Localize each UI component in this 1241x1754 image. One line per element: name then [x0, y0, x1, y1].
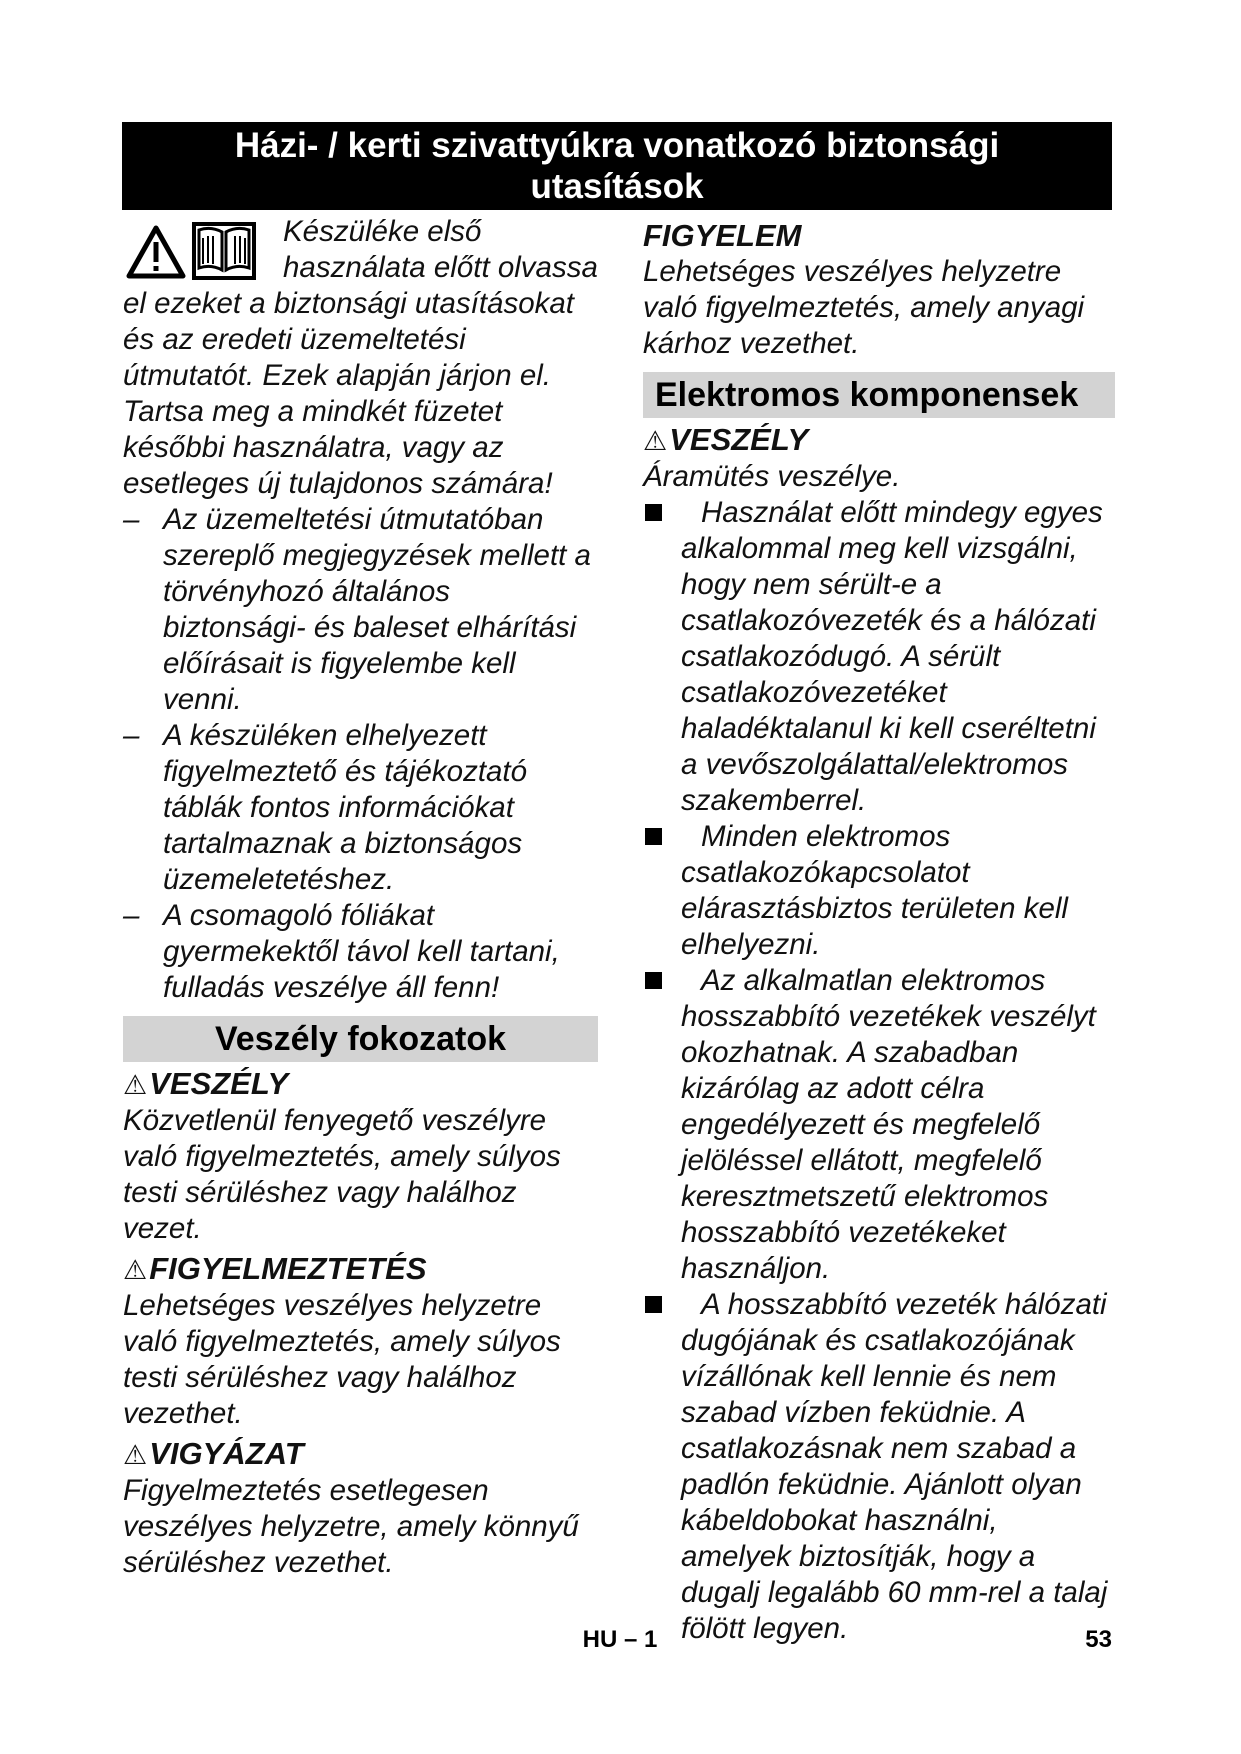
level-text-warning: Lehetséges veszélyes helyzetre való figyelmeztetés, amely súlyos testi sérüléshez vagy halálhoz vezethet. — [123, 1289, 561, 1430]
right-column — [643, 214, 1115, 1647]
dash-symbol: – — [123, 719, 140, 752]
dash-item — [123, 718, 598, 898]
dash-item-text: A készüléken elhelyezett figyelmeztető és tájékoztató táblák fontos információkat tartalmaznak a biztonságos üzemeletetéshez. — [163, 719, 528, 896]
level-label-text: VIGYÁZAT — [149, 1436, 304, 1471]
page-number: 53 — [1085, 1626, 1112, 1653]
left-column — [123, 214, 598, 1581]
attention-label: FIGYELEM — [643, 218, 802, 253]
square-bullet-icon — [645, 504, 662, 521]
level-label-warning — [123, 1251, 598, 1288]
level-label-danger — [123, 1066, 598, 1103]
intro-icons — [121, 218, 271, 286]
warning-triangle-icon — [125, 224, 187, 280]
intro-block — [123, 214, 598, 502]
bullet-item — [643, 819, 1115, 963]
level-label-caution — [123, 1436, 598, 1473]
section-heading-hazard-levels: Veszély fokozatok — [123, 1016, 598, 1062]
square-bullet-icon — [645, 828, 662, 845]
dash-symbol: – — [123, 899, 140, 932]
read-manual-icon — [191, 220, 257, 282]
square-bullet-icon — [645, 1296, 662, 1313]
warning-icon: ⚠ — [643, 426, 668, 456]
bullet-text: Minden elektromos csatlakozókapcsolatot elárasztásbiztos területen kell elhelyezni. — [681, 820, 1068, 961]
level-text-danger: Közvetlenül fenyegető veszélyre való figyelmeztetés, amely súlyos testi sérüléshez vagy halálhoz vezet. — [123, 1104, 561, 1245]
bullet-item — [643, 963, 1115, 1287]
dash-symbol: – — [123, 503, 140, 536]
dash-item-text: A csomagoló fóliákat gyermekektől távol kell tartani, fulladás veszélye áll fenn! — [163, 899, 560, 1004]
dash-item — [123, 502, 598, 718]
level-label-text: FIGYELMEZTETÉS — [149, 1251, 427, 1286]
danger-text: Áramütés veszélye. — [643, 460, 901, 493]
attention-text: Lehetséges veszélyes helyzetre való figyelmeztetés, amely anyagi kárhoz vezethet. — [643, 255, 1085, 360]
square-bullet-icon — [645, 972, 662, 989]
bullet-text: A hosszabbító vezeték hálózati dugójának és csatlakozójának vízállónak kell lennie és nem szabad vízben feküdnie. A csatlakozásnak nem szabad a padlón feküdnie. Ajánlott olyan kábeldobokat használni, amelyek biztosítják, hogy a dugalj legalább 60 mm-rel a talaj fölött legyen. — [681, 1288, 1108, 1645]
warning-icon: ⚠ — [123, 1255, 148, 1285]
dash-item — [123, 898, 598, 1006]
bullet-item — [643, 1287, 1115, 1647]
danger-label — [643, 422, 1115, 459]
page-title: Házi- / kerti szivattyúkra vonatkozó biztonsági utasítások — [122, 122, 1112, 210]
level-text-caution: Figyelmeztetés esetlegesen veszélyes helyzetre, amely könnyű sérüléshez vezethet. — [123, 1474, 579, 1579]
level-label-text: VESZÉLY — [149, 1066, 289, 1101]
footer-section-label: HU – 1 — [582, 1626, 658, 1653]
bullet-text: Használat előtt mindegy egyes alkalommal meg kell vizsgálni, hogy nem sérült-e a csatlakozóvezeték és a hálózati csatlakozódugó. A sérült csatlakozóvezetéket haladéktalanul ki kell cseréltetni a vevőszolgálattal/elektromos szakemberrel. — [681, 496, 1103, 817]
danger-label-text: VESZÉLY — [669, 422, 809, 457]
bullet-item — [643, 495, 1115, 819]
bullet-text: Az alkalmatlan elektromos hosszabbító vezetékek veszélyt okozhatnak. A szabadban kizárólag az adott célra engedélyezett és megfelelő jelöléssel ellátott, megfelelő keresztmetszetű elektromos hosszabbító vezetékeket használjon. — [681, 964, 1096, 1285]
warning-icon: ⚠ — [123, 1070, 148, 1100]
dash-item-text: Az üzemeltetési útmutatóban szereplő megjegyzések mellett a törvényhozó általános biztonsági- és baleset elhárítási előírásait is figyelembe kell venni. — [163, 503, 591, 716]
warning-icon: ⚠ — [123, 1440, 148, 1470]
intro-text: Készüléke első használata előtt olvassa el ezeket a biztonsági utasításokat és az eredeti üzemeltetési útmutatót. Ezek alapján járjon el. Tartsa meg a mindkét füzetet későbbi használatra, vagy az esetleges új tulajdonos számára! — [123, 215, 598, 500]
section-heading-electrical: Elektromos komponensek — [643, 372, 1115, 418]
